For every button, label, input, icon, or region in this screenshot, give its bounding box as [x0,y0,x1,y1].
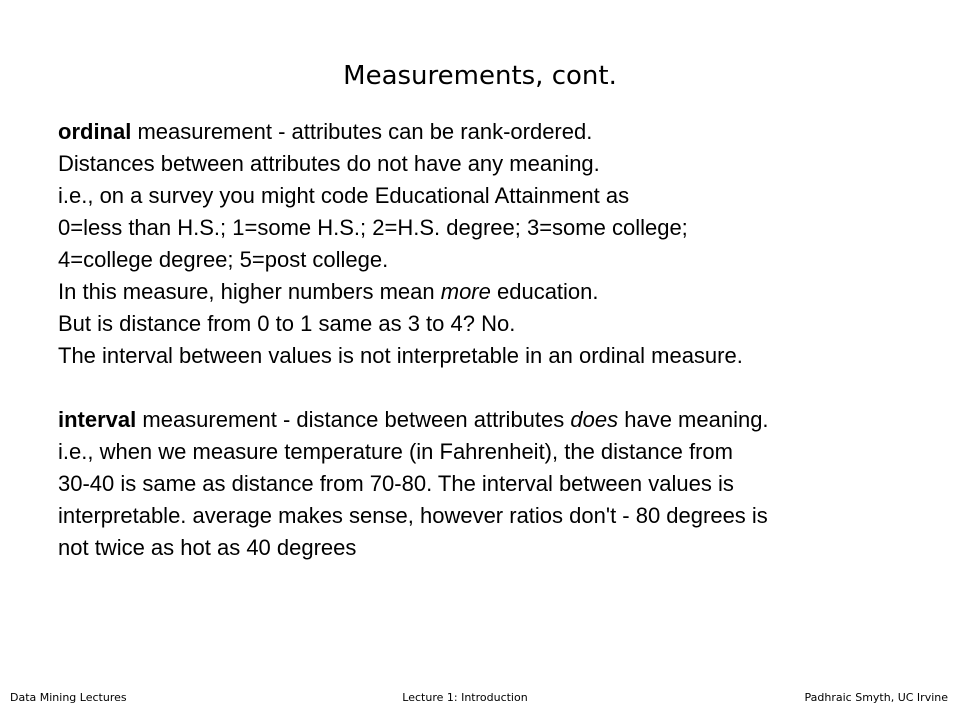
footer-author: Padhraic Smyth, UC Irvine [804,691,948,704]
ordinal-line-6-after: education. [490,279,599,304]
slide-body [58,116,948,564]
interval-definition-after: have meaning. [618,407,769,432]
ordinal-line-5: 4=college degree; 5=post college. [58,247,389,272]
ordinal-line-6-emphasis: more [440,279,491,304]
footer-course: Data Mining Lectures [10,691,127,704]
slide-title: Measurements, cont. [343,61,617,91]
slide-footer [0,688,960,708]
interval-definition-before: measurement - distance between attributes [136,407,571,432]
ordinal-line-6 [58,276,948,308]
ordinal-line-8: The interval between values is not interpretable in an ordinal measure. [58,343,743,368]
interval-line-2: i.e., when we measure temperature (in Fahrenheit), the distance from [58,439,733,464]
interval-line-3: 30-40 is same as distance from 70-80. The interval between values is [58,471,734,496]
interval-line-5: not twice as hot as 40 degrees [58,535,357,560]
paragraph-gap [58,372,948,404]
interval-definition-emphasis: does [570,407,619,432]
ordinal-line-7: But is distance from 0 to 1 same as 3 to 4? No. [58,311,516,336]
ordinal-line-3: i.e., on a survey you might code Educational Attainment as [58,183,630,208]
ordinal-line-6-before: In this measure, higher numbers mean [58,279,441,304]
footer-lecture: Lecture 1: Introduction [402,691,528,704]
ordinal-definition [58,116,948,148]
ordinal-line-4: 0=less than H.S.; 1=some H.S.; 2=H.S. degree; 3=some college; [58,215,688,240]
ordinal-term: ordinal [58,119,132,144]
interval-term: interval [58,407,137,432]
interval-line-4: interpretable. average makes sense, however ratios don't - 80 degrees is [58,503,768,528]
ordinal-definition-text: measurement - attributes can be rank-ordered. [131,119,593,144]
interval-definition [58,404,948,436]
ordinal-line-2: Distances between attributes do not have any meaning. [58,151,600,176]
